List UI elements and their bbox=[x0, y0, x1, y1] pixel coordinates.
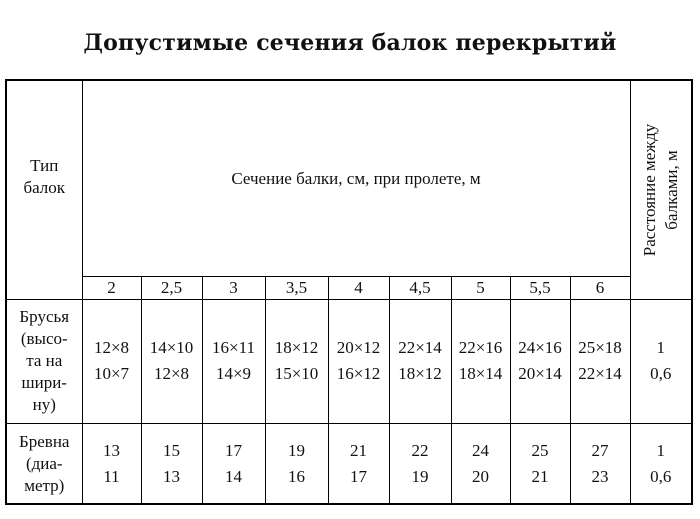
value-top: 14×10 bbox=[149, 338, 194, 358]
type-header-cell bbox=[6, 80, 82, 299]
value-cell bbox=[82, 424, 141, 504]
value-bottom: 14×9 bbox=[215, 364, 252, 384]
distance-top: 1 bbox=[656, 440, 666, 460]
value-bottom: 20×14 bbox=[518, 364, 562, 384]
value-bottom: 11 bbox=[103, 466, 120, 486]
value-top: 12×8 bbox=[93, 338, 130, 358]
value-bottom: 21 bbox=[531, 466, 549, 486]
value-bottom: 23 bbox=[591, 466, 609, 486]
value-cell bbox=[202, 299, 265, 424]
value-cell bbox=[141, 424, 202, 504]
value-cell bbox=[328, 424, 389, 504]
value-bottom: 19 bbox=[411, 466, 429, 486]
distance-header-line: балками, м bbox=[661, 150, 681, 230]
distance-bottom: 0,6 bbox=[650, 364, 672, 384]
row-type-line: (диа- bbox=[25, 453, 63, 473]
span-cell: 6 bbox=[570, 277, 630, 299]
span-cell: 5 bbox=[451, 277, 510, 299]
value-cell bbox=[389, 299, 451, 424]
value-cell bbox=[451, 424, 510, 504]
row-type-line: ну) bbox=[32, 395, 56, 415]
span-cell: 5,5 bbox=[510, 277, 570, 299]
value-top: 16×11 bbox=[212, 338, 255, 358]
value-top: 13 bbox=[103, 440, 120, 460]
distance-header-line: Расстояние между bbox=[639, 123, 659, 256]
spans-row bbox=[6, 277, 692, 299]
value-top: 25 bbox=[531, 440, 549, 460]
value-top: 21 bbox=[350, 440, 367, 460]
value-cell bbox=[141, 299, 202, 424]
table-row bbox=[6, 424, 692, 504]
value-top: 27 bbox=[591, 440, 609, 460]
value-bottom: 13 bbox=[163, 466, 180, 486]
distance-top: 1 bbox=[656, 338, 666, 358]
value-top: 18×12 bbox=[274, 338, 319, 358]
section-header-cell bbox=[82, 80, 630, 277]
span-cell: 4 bbox=[328, 277, 389, 299]
span-cell: 3 bbox=[202, 277, 265, 299]
value-bottom: 22×14 bbox=[578, 364, 622, 384]
value-top: 24 bbox=[472, 440, 489, 460]
value-bottom: 16 bbox=[288, 466, 305, 486]
value-bottom: 14 bbox=[225, 466, 242, 486]
row-type-line: метр) bbox=[24, 475, 65, 495]
row-type-line: Бревна bbox=[19, 431, 70, 451]
value-cell bbox=[510, 424, 570, 504]
row-type-cell bbox=[6, 299, 82, 424]
value-cell bbox=[570, 299, 630, 424]
distance-cell bbox=[630, 424, 692, 504]
row-type-line: та на bbox=[26, 351, 63, 371]
beam-sections-table bbox=[5, 79, 693, 505]
value-bottom: 12×8 bbox=[153, 364, 190, 384]
type-header-line: Тип bbox=[30, 156, 59, 175]
value-top: 22×16 bbox=[458, 338, 503, 358]
value-top: 22×14 bbox=[398, 338, 442, 358]
value-bottom: 16×12 bbox=[336, 364, 381, 384]
value-top: 19 bbox=[288, 440, 305, 460]
section-header-text: Сечение балки, см, при пролете, м bbox=[231, 168, 481, 188]
row-type-cell bbox=[6, 424, 82, 504]
span-cell: 2,5 bbox=[141, 277, 202, 299]
value-top: 15 bbox=[163, 440, 180, 460]
row-type-line: шири- bbox=[21, 373, 67, 393]
value-top: 17 bbox=[225, 440, 242, 460]
value-bottom: 17 bbox=[350, 466, 367, 486]
value-cell bbox=[451, 299, 510, 424]
value-top: 22 bbox=[411, 440, 429, 460]
value-cell bbox=[389, 424, 451, 504]
distance-header-text bbox=[639, 124, 683, 256]
span-cell: 3,5 bbox=[265, 277, 328, 299]
value-bottom: 15×10 bbox=[274, 364, 319, 384]
row-type-line: (высо- bbox=[20, 329, 68, 349]
value-bottom: 18×12 bbox=[398, 364, 442, 384]
value-cell bbox=[510, 299, 570, 424]
distance-cell bbox=[630, 299, 692, 424]
span-cell: 2 bbox=[82, 277, 141, 299]
value-cell bbox=[82, 299, 141, 424]
value-top: 25×18 bbox=[578, 338, 622, 358]
table-row bbox=[6, 299, 692, 424]
value-cell bbox=[265, 424, 328, 504]
page-title: Допустимые сечения балок перекрытий bbox=[83, 30, 617, 56]
type-header-line: балок bbox=[23, 178, 66, 197]
value-cell bbox=[328, 299, 389, 424]
value-bottom: 10×7 bbox=[93, 364, 130, 384]
distance-bottom: 0,6 bbox=[650, 466, 672, 486]
row-type-line: Брусья bbox=[19, 307, 70, 327]
value-bottom: 18×14 bbox=[458, 364, 503, 384]
value-top: 24×16 bbox=[518, 338, 562, 358]
distance-header-cell bbox=[630, 80, 692, 299]
value-cell bbox=[265, 299, 328, 424]
value-cell bbox=[570, 424, 630, 504]
value-cell bbox=[202, 424, 265, 504]
value-bottom: 20 bbox=[472, 466, 489, 486]
value-top: 20×12 bbox=[336, 338, 381, 358]
span-cell: 4,5 bbox=[389, 277, 451, 299]
